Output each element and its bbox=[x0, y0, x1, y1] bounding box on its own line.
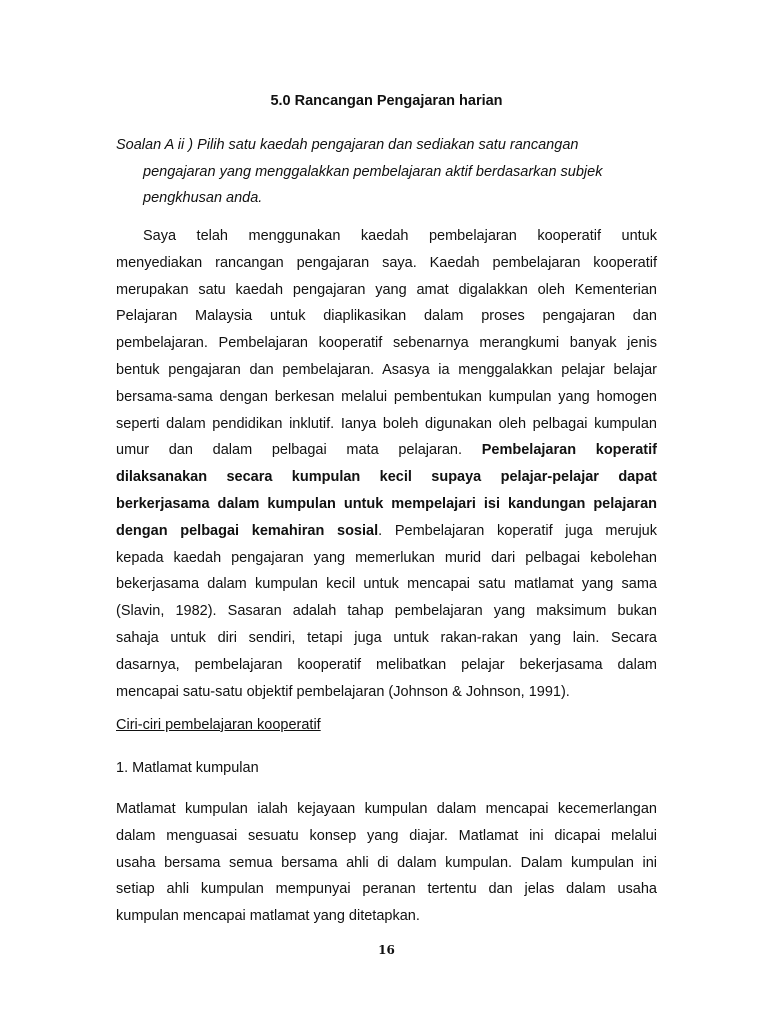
paragraph-line: (Slavin, 1982). Sasaran adalah tahap pembelajaran yang maksimum bukan bbox=[116, 603, 657, 620]
subheading: 1. Matlamat kumpulan bbox=[116, 760, 259, 776]
paragraph-line: Matlamat kumpulan ialah kejayaan kumpulan dalam mencapai kecemerlangan bbox=[116, 801, 657, 817]
paragraph-line: kepada kaedah pengajaran yang memerlukan murid dari pelbagai kebolehan bbox=[116, 549, 657, 566]
paragraph-line: kumpulan mencapai matlamat yang ditetapkan. bbox=[116, 908, 420, 925]
paragraph-line: mencapai satu-satu objektif pembelajaran (Johnson & Johnson, 1991). bbox=[116, 683, 570, 700]
paragraph-line: seperti dalam pendidikan inklutif. Ianya boleh digunakan oleh pelbagai kumpulan bbox=[116, 415, 657, 432]
paragraph-text: . Pembelajaran koperatif juga merujuk bbox=[378, 522, 657, 539]
paragraph-2 bbox=[116, 796, 657, 930]
question-line-1: Soalan A ii ) Pilih satu kaedah pengajaran dan sediakan satu rancangan bbox=[116, 137, 579, 153]
paragraph-line: sahaja untuk diri sendiri, tetapi juga untuk rakan-rakan yang lain. Secara bbox=[116, 629, 657, 646]
paragraph-line: Saya telah menggunakan kaedah pembelajaran kooperatif untuk bbox=[143, 228, 657, 244]
bold-line: dilaksanakan secara kumpulan kecil supaya pelajar-pelajar dapat bbox=[116, 469, 657, 486]
paragraph-line: merupakan satu kaedah pengajaran yang amat digalakkan oleh Kementerian bbox=[116, 281, 657, 298]
paragraph-line: menyediakan rancangan pengajaran saya. Kaedah pembelajaran kooperatif bbox=[116, 254, 657, 271]
page-number: 16 bbox=[378, 943, 395, 957]
paragraph-line: Pelajaran Malaysia untuk diaplikasikan dalam proses pengajaran dan bbox=[116, 308, 657, 325]
bold-line: berkerjasama dalam kumpulan untuk mempelajari isi kandungan pelajaran bbox=[116, 495, 657, 512]
section-heading: Ciri-ciri pembelajaran kooperatif bbox=[116, 717, 321, 733]
paragraph-line bbox=[116, 437, 657, 464]
question-block bbox=[116, 132, 657, 212]
question-line-2: pengajaran yang menggalakkan pembelajaran aktif berdasarkan subjek bbox=[143, 163, 603, 180]
paragraph-line: dalam menguasai sesuatu konsep yang diajar. Matlamat ini dicapai melalui bbox=[116, 827, 657, 844]
paragraph-line: setiap ahli kumpulan mempunyai peranan tertentu dan jelas dalam usaha bbox=[116, 881, 657, 898]
paragraph-line: usaha bersama semua bersama ahli di dalam kumpulan. Dalam kumpulan ini bbox=[116, 854, 657, 871]
bold-text: Pembelajaran koperatif bbox=[481, 442, 657, 459]
page-title: 5.0 Rancangan Pengajaran harian bbox=[270, 93, 503, 109]
question-line-3: pengkhusan anda. bbox=[143, 190, 263, 206]
paragraph-line: dasarnya, pembelajaran kooperatif melibatkan pelajar bekerjasama dalam bbox=[116, 656, 657, 673]
paragraph-line: bersama-sama dengan berkesan melalui pembentukan kumpulan yang homogen bbox=[116, 388, 657, 405]
paragraph-line bbox=[116, 518, 657, 545]
paragraph-text: umur dan dalam pelbagai mata pelajaran. bbox=[116, 442, 482, 459]
paragraph-line: pembelajaran. Pembelajaran kooperatif sebenarnya merangkumi banyak jenis bbox=[116, 335, 657, 352]
bold-text: dengan pelbagai kemahiran sosial bbox=[116, 522, 379, 539]
paragraph-line: bekerjasama dalam kumpulan kecil untuk mencapai satu matlamat yang sama bbox=[116, 576, 657, 593]
paragraph-1 bbox=[116, 223, 657, 705]
paragraph-line: bentuk pengajaran dan pembelajaran. Asasya ia menggalakkan pelajar belajar bbox=[116, 361, 657, 378]
